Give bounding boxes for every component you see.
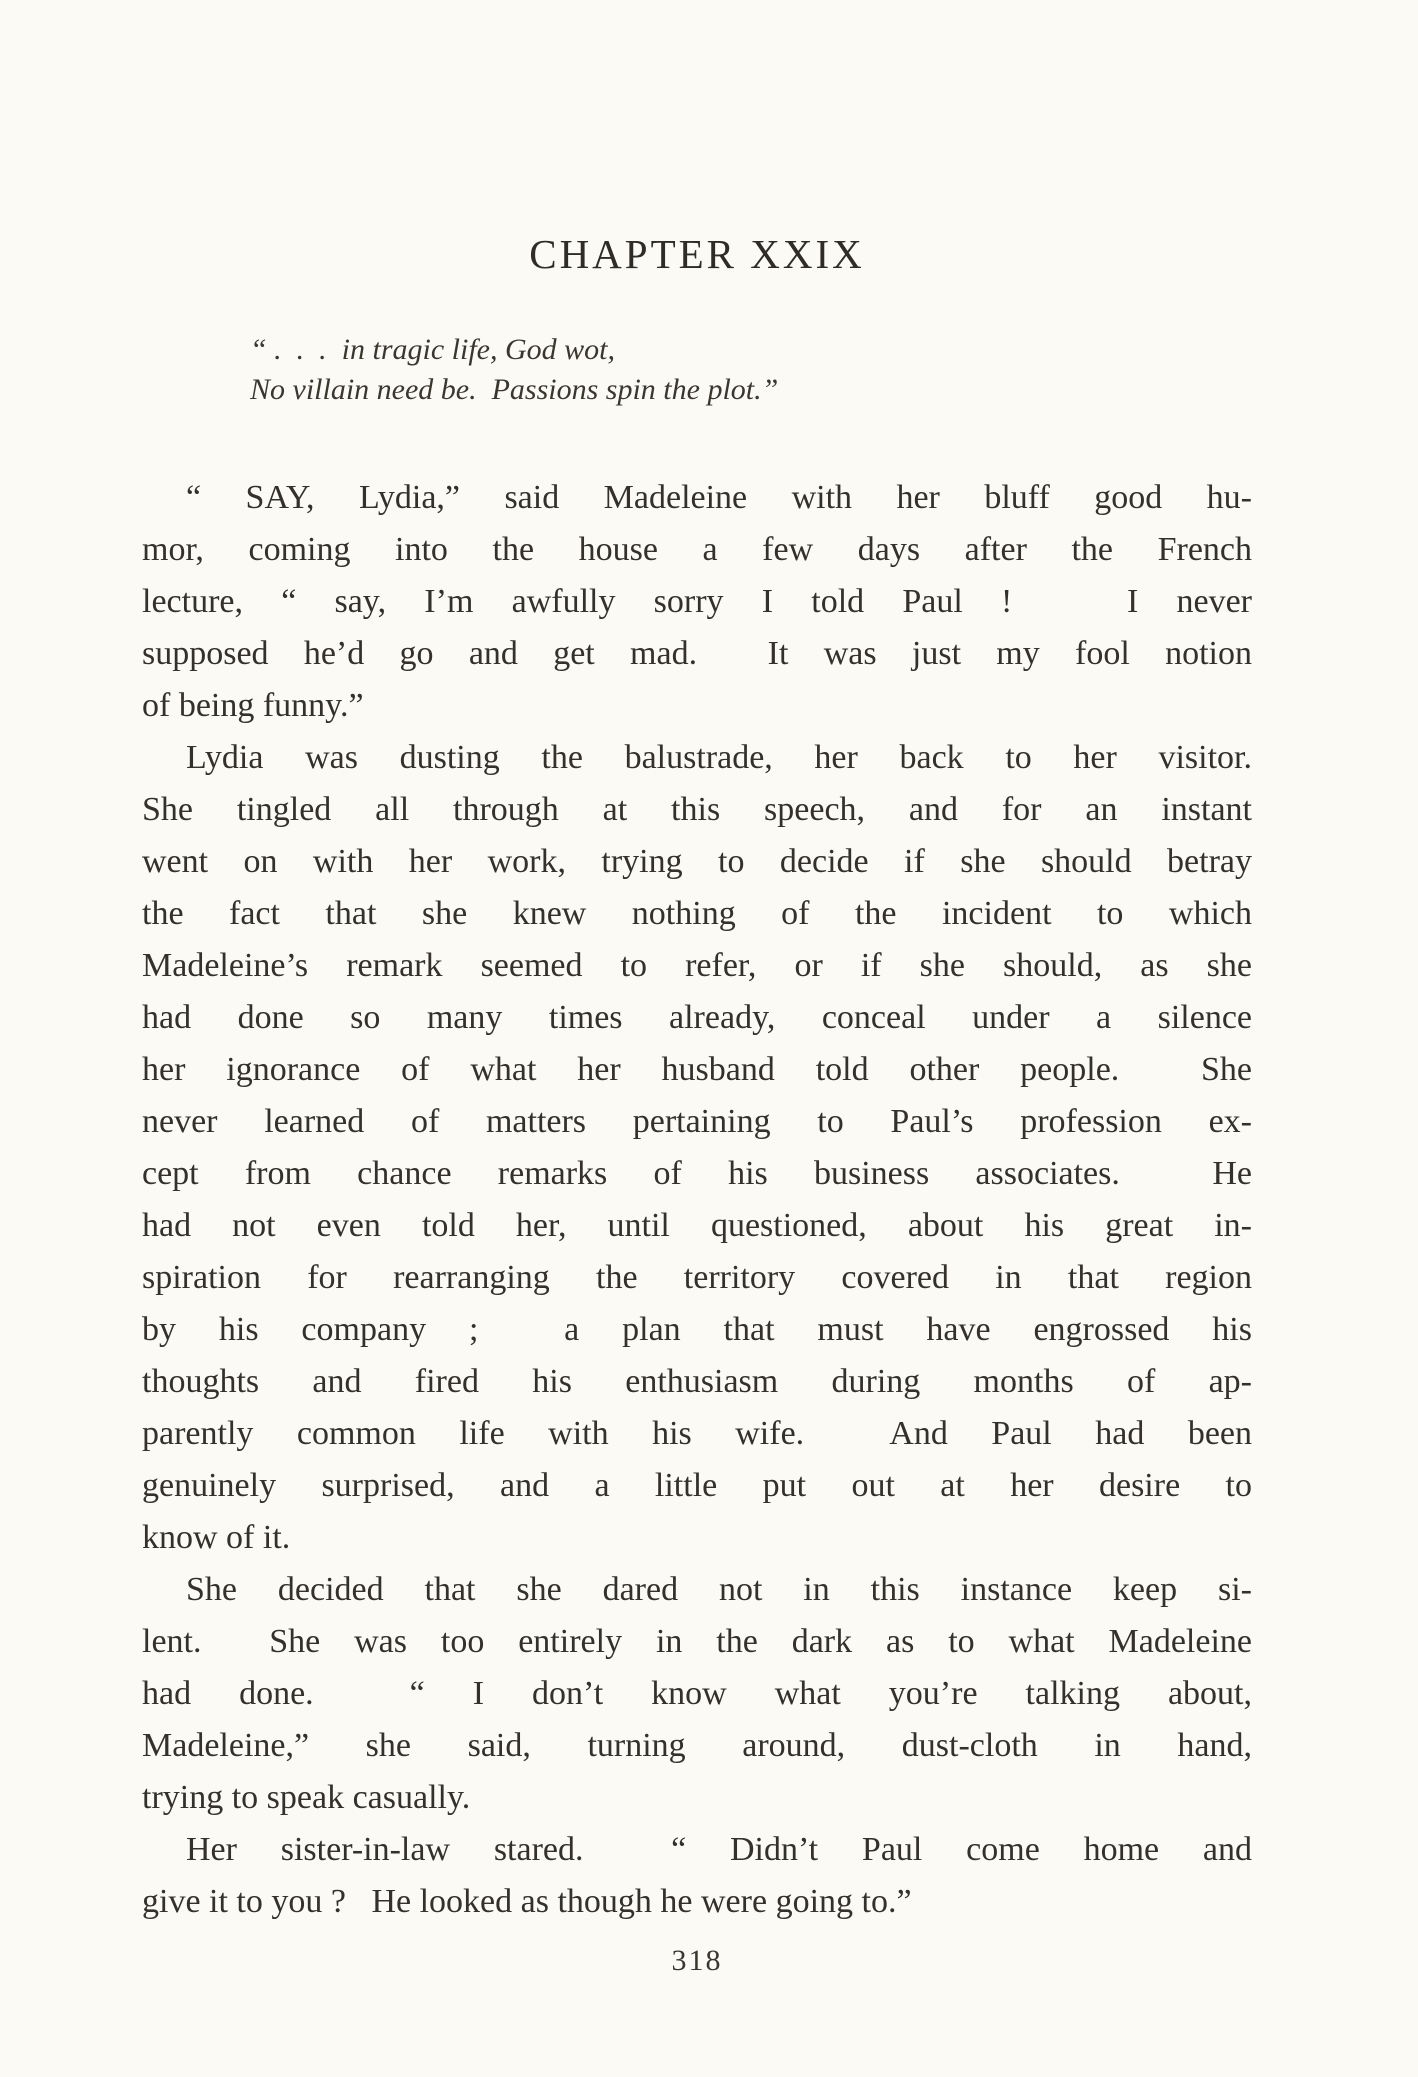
- paragraph: [142, 1824, 1252, 1928]
- text-line: had done. “ I don’t know what you’re talking about,: [142, 1675, 1252, 1712]
- epigraph-line: “ . . . in tragic life, God wot,: [250, 333, 616, 366]
- text-line: genuinely surprised, and a little put out at her desire to: [142, 1467, 1252, 1504]
- text-line: spiration for rearranging the territory covered in that region: [142, 1259, 1252, 1296]
- text-line: trying to speak casually.: [142, 1779, 471, 1816]
- paragraph: [142, 732, 1252, 1564]
- page-number: 318: [671, 1944, 723, 1977]
- paragraph: [142, 472, 1252, 732]
- text-line: Madeleine,” she said, turning around, dust-cloth in hand,: [142, 1727, 1252, 1764]
- text-line: Lydia was dusting the balustrade, her back to her visitor.: [186, 739, 1252, 776]
- text-line: thoughts and fired his enthusiasm during months of ap-: [142, 1363, 1252, 1400]
- chapter-heading: CHAPTER XXIX: [529, 231, 865, 277]
- text-line: by his company ; a plan that must have engrossed his: [142, 1311, 1252, 1348]
- text-line: give it to you ? He looked as though he were going to.”: [142, 1883, 912, 1920]
- text-line: She decided that she dared not in this instance keep si-: [186, 1571, 1252, 1608]
- text-line: never learned of matters pertaining to Paul’s profession ex-: [142, 1103, 1252, 1140]
- text-line: lent. She was too entirely in the dark as to what Madeleine: [142, 1623, 1252, 1660]
- text-line: supposed he’d go and get mad. It was just my fool notion: [142, 635, 1252, 672]
- paragraph: [142, 1564, 1252, 1824]
- body-paragraphs: [142, 472, 1252, 1928]
- text-line: Her sister-in-law stared. “ Didn’t Paul come home and: [186, 1831, 1252, 1868]
- page-content: [142, 0, 1252, 1978]
- text-line: parently common life with his wife. And Paul had been: [142, 1415, 1252, 1452]
- epigraph: [250, 330, 1252, 410]
- text-line: lecture, “ say, I’m awfully sorry I told Paul ! I never: [142, 583, 1252, 620]
- text-line: the fact that she knew nothing of the incident to which: [142, 895, 1252, 932]
- text-line: had done so many times already, conceal under a silence: [142, 999, 1252, 1036]
- text-line: know of it.: [142, 1519, 291, 1556]
- text-line: went on with her work, trying to decide if she should betray: [142, 843, 1252, 880]
- text-line: “ SAY, Lydia,” said Madeleine with her bluff good hu-: [186, 479, 1252, 516]
- text-line: of being funny.”: [142, 687, 364, 724]
- text-line: mor, coming into the house a few days after the French: [142, 531, 1252, 568]
- text-line: Madeleine’s remark seemed to refer, or if she should, as she: [142, 947, 1252, 984]
- text-line: She tingled all through at this speech, and for an instant: [142, 791, 1252, 828]
- epigraph-line: No villain need be. Passions spin the plot.”: [250, 373, 779, 406]
- text-line: her ignorance of what her husband told other people. She: [142, 1051, 1252, 1088]
- text-line: had not even told her, until questioned, about his great in-: [142, 1207, 1252, 1244]
- text-line: cept from chance remarks of his business associates. He: [142, 1155, 1252, 1192]
